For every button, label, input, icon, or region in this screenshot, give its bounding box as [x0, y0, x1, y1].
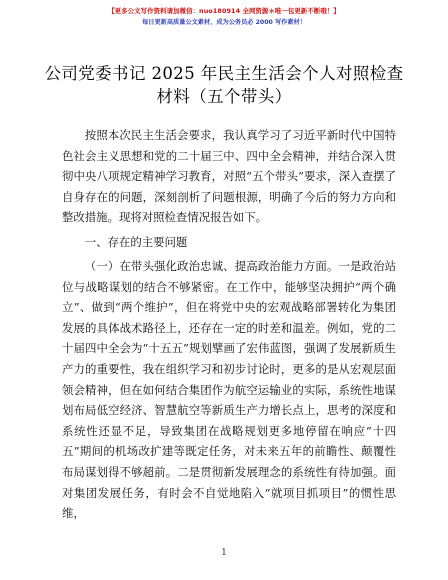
document-body	[62, 125, 396, 524]
section-heading: 一、存在的主要问题	[84, 234, 188, 249]
promo-banner-sub: 每日更新高质量公文素材，成为公务员必 2000 写作素材！	[142, 19, 306, 26]
intro-paragraph: 按照本次民主生活会要求，我认真学习了习近平新时代中国特色社会主义思想和党的二十届三中、四中全会精神，并结合深入贯彻中央八项规定精神学习教育，对照“五个带头”要求，深入查摆了自身存在的问题，深刻剖析了问题根源，明确了今后的努力方向和整改措施。现将对照检查情况报告如下。	[62, 128, 396, 225]
promo-banner-top: 【更多公文写作资料请加微信：nuo180914 全网资源＊唯一包更新不断哦！】	[108, 7, 340, 15]
page-number: 1	[221, 548, 227, 558]
document-title: 公司党委书记 2025 年民主生活会个人对照检查材料（五个带头）	[44, 64, 404, 106]
body-paragraph: （一）在带头强化政治忠诚、提高政治能力方面。一是政治站位与战略谋划的结合不够紧密。在工作中，能够坚决拥护“两个确立”、做到“两个维护”，但在将党中央的宏观战略部署转化为集团发展的具体战术路径上，还存在一定的时差和温差。例如，党的二十届四中全会为“十五五”规划擘画了宏伟蓝图，强调了发展新质生产力的重要性，我在组织学习和初步讨论时，更多的是从宏观层面领会精神，但在如何结合集团作为航空运输业的实际，系统性地谋划布局低空经济、智慧航空等新质生产力增长点上，思考的深度和系统性还显不足，导致集团在战略规划更多地停留在响应“十四五”期间的机场改扩建等既定任务，对未来五年的前瞻性、颠覆性布局谋划得不够超前。二是贯彻新发展理念的系统性有待加强。面对集团发展任务，有时会不自觉地陷入“就项目抓项目”的惯性思维，	[62, 258, 396, 521]
